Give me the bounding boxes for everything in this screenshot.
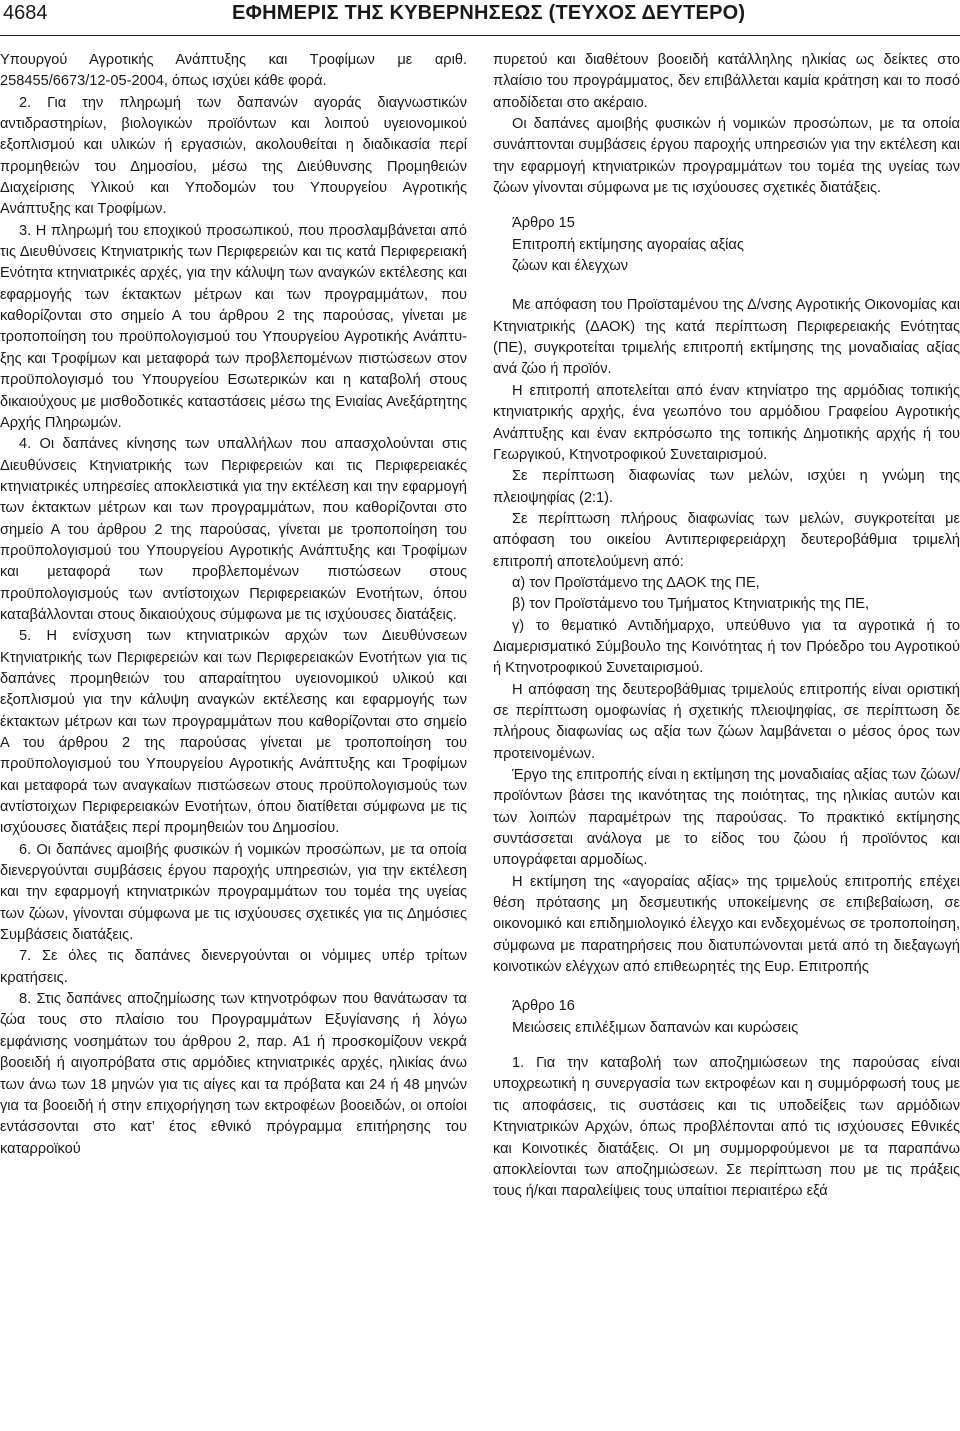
- left-column: [0, 50, 467, 1160]
- paragraph: 3. Η πληρωμή του εποχικού προσωπικού, που προσλαμβάνεται από τις Διευθύνσεις Κτηνιατρικής των Περιφερειών και τις κατά Περιφερειακή Ενότητα κτηνιατρικές αρχές, για την κάλυψη των αναγκών εκτέλεσης και εφαρμογής των έκτακτων μέτρων και των προγραμμάτων, που καθορίζονται στο σημείο Α του άρθρου 2 της παρούσας, γίνεται με τροποποίηση του προϋπολογισμού του Υπουργείου Αγροτικής Ανάπτυξης και Τροφίμων και μεταφορά των προβλεπομένων πιστώσεων στον προϋπολογισμό του Υπουργείου Εσωτερικών και η καταβολή στους δικαιούχους με μισθοδοτικές καταστάσεις μέσω της Ενιαίας Ανεξάρτητης Αρχής Πληρωμών.: [0, 222, 467, 431]
- right-column: [493, 50, 960, 1203]
- paragraph: Η απόφαση της δευτεροβάθμιας τριμελούς επιτροπής είναι οριστική σε περίπτωση ομοφωνίας ή σχετικής πλειοψηφίας, σε περίπτωση δε πλήρους διαφωνίας ως αξία των ζώων λαμβάνεται ο μέσος όρος των προτεινομένων.: [493, 681, 960, 762]
- article-15-subtitle: Επιτροπή εκτίμησης αγοραίας αξίας: [512, 236, 744, 253]
- page-header: [0, 0, 960, 36]
- article-16-subtitle: Μειώσεις επιλέξιμων δαπανών και κυρώσεις: [512, 1019, 799, 1036]
- paragraph: 2. Για την πληρωμή των δαπανών αγοράς διαγνωστικών αντιδραστηρίων, βιολογικών προϊόντων και λοιπού υγειονομικού εξοπλισμού και υλικών ή εργασιών, ακολουθείται η διαδικασία περί προμηθειών του Δημοσίου, μέσω της Διεύθυνσης Προμηθειών Διαχείρισης Υλικού και Υποδομών του Υπουργείου Αγροτικής Ανάπτυξης και Τροφίμων.: [0, 94, 467, 218]
- article-15-subtitle: ζώων και έλεγχων: [512, 258, 629, 275]
- paragraph: πυρετού και διαθέτουν βοοειδή κατάλληλης ηλικίας ως δείκτες στο πλαίσιο του προγράμματος, δεν επιβάλλεται καμία κράτηση και το ποσό αποδίδεται στο ακέραιο.: [493, 52, 960, 111]
- paragraph: β) τον Προϊστάμενο του Τμήματος Κτηνιατρικής της ΠΕ,: [512, 596, 870, 613]
- paragraph: 4. Οι δαπάνες κίνησης των υπαλλήλων που απασχολούνται στις Διευθύνσεις Κτηνιατρικής των Περιφερειών και τις Περιφερειακές κτηνιατρικές υπηρεσίες αποκλειστικά για την εκτέλεση και την εφαρμογή των έκτακτων μέτρων και των προγραμμάτων, που καθορίζονται στο σημείο Α του άρθρου 2 της παρούσας, γίνεται με τροποποίηση του προϋπολογισμού του Υπουργείου Αγροτικής Ανάπτυξης και Τροφίμων και μεταφορά των προβλεπομένων πιστώσεων στους προϋπολογισμούς των αντίστοιχων Περιφερειακών Ενοτήτων, όπου καταβάλλονται στους δικαιούχους σύμφωνα με τις ισχύουσες διατάξεις.: [0, 436, 467, 623]
- gazette-title: ΕΦΗΜΕΡΙΣ ΤΗΣ ΚΥΒΕΡΝΗΣΕΩΣ (ΤΕΥΧΟΣ ΔΕΥΤΕΡΟ): [232, 2, 746, 24]
- paragraph: 5. Η ενίσχυση των κτηνιατρικών αρχών των Διευθύνσεων Κτηνιατρικής των Περιφερειών και των Περιφερειακών Ενοτήτων για τις δαπάνες προμηθειών του απαραίτητου υγειονομικού υλικού και εξοπλισμού για την κάλυψη αναγκών εκτέλεσης και εφαρμογής των έκτακτων μέτρων και των προγραμμάτων που καθορίζονται στο σημείο Α του άρθρου 2 της παρούσας γίνεται με τροποποίηση του προϋπολογισμού του Υπουργείου Αγροτικής Ανάπτυξης και Τροφίμων και μεταφορά των αναγκαίων πιστώσεων στους προϋπολογισμούς των αντίστοιχων Περιφερειακών Ενοτήτων, όπου διατίθεται σύμφωνα με τις ισχύουσες διατάξεις περί προμηθειών του Δημοσίου.: [0, 628, 467, 837]
- paragraph: α) τον Προϊστάμενο της ΔΑΟΚ της ΠΕ,: [512, 574, 760, 591]
- paragraph: Η επιτροπή αποτελείται από έναν κτηνίατρο της αρμόδιας τοπικής κτηνιατρικής αρχής, ένα γεωπόνο του αρμόδιου Γραφείου Αγροτικής Ανάπτυξης και έναν εκπρόσωπο της τοπικής Δημοτικής αρχής ή του Γεωργικού, Κτηνοτροφικού Συνεταιρισμού.: [493, 382, 960, 463]
- paragraph: Η εκτίμηση της «αγοραίας αξίας» της τριμελούς επιτροπής επέχει θέση πρότασης μη δεσμευτικής υποκείμενης σε επιβεβαίωση, σε οικονομικό και επιδημιολογικό έλεγχο και ενδεχομένως σε τροποποίηση, σύμφωνα με παρατηρήσεις που διατυπώνονται μετά από τη διεξαγωγή κοινοτικών ελέγχων από επιθεωρητές της Ευρ. Επιτροπής: [493, 873, 960, 976]
- paragraph: 6. Οι δαπάνες αμοιβής φυσικών ή νομικών προσώπων, με τα οποία διενεργούνται συμβάσεις έργου παροχής υπηρεσιών, για την εκτέλεση και την εφαρμογή κτηνιατρικών προγραμμάτων του τομέα της υγείας των ζώων, γίνονται σύμφωνα με τις ισχύουσες σχετικές για τις Δημόσιες Συμβάσεις διατάξεις.: [0, 841, 467, 944]
- paragraph: Με απόφαση του Προϊσταμένου της Δ/νσης Αγροτικής Οικονομίας και Κτηνιατρικής (ΔΑΟΚ) της κατά περίπτωση Περιφερειακής Ενότητας (ΠΕ), συγκροτείται τριμελής επιτροπή εκτίμησης της μοναδιαίας αξίας ανά ζώο ή προϊόν.: [493, 297, 960, 378]
- page-number: 4684: [3, 2, 48, 24]
- paragraph: Σε περίπτωση διαφωνίας των μελών, ισχύει η γνώμη της πλειοψηφίας (2:1).: [493, 468, 960, 506]
- article-15-heading: Άρθρο 15: [512, 215, 575, 232]
- paragraph: 8. Στις δαπάνες αποζημίωσης των κτηνοτρόφων που θανάτωσαν τα ζώα τους στο πλαίσιο του Προγραμμάτων Εξυγίανσης ή λόγω εμφάνισης νοσημάτων του άρθρου 2, παρ. Α1 ή προσκομίζουν νεκρά βοοειδή ή αιγοπρόβατα στις αρμόδιες κτηνιατρικές αρχές, ηλικίας άνω των άνω των 18 μηνών για τις αίγες και τα πρόβατα και 24 ή 48 μηνών για τα βοοειδή ή στην επιχορήγηση των εκτροφέων βοοειδών, οι οποίοι εντάσσονται στο κατ’ έτος εθνικό πρόγραμμα επιτήρησης του καταρροϊκού: [0, 991, 467, 1157]
- paragraph: Έργο της επιτροπής είναι η εκτίμηση της μοναδιαίας αξίας των ζώων/προϊόντων βάσει της ικανότητας της ποιότητας, της ηλικίας αυτών και των λοιπών παραμέτρων της παρούσας. Το πρακτικό εκτίμησης συντάσσεται ανάλογα με το είδος του ζώου ή προϊόντος και υπογράφεται αρμοδίως.: [493, 767, 960, 869]
- paragraph: γ) το θεματικό Αντιδήμαρχο, υπεύθυνο για τα αγροτικά ή το Διαμερισματικό Σύμβουλο της Κοινότητας ή τον Πρόεδρο του Αγροτικού ή Κτηνοτροφικού Συνεταιρισμού.: [493, 617, 960, 677]
- paragraph: Οι δαπάνες αμοιβής φυσικών ή νομικών προσώπων, με τα οποία συνάπτονται συμβάσεις έργου παροχής υπηρεσιών για την εκτέλεση και την εφαρμογή κτηνιατρικών προγραμμάτων του τομέα της υγείας των ζώων γίνονται σύμφωνα με τις ισχύουσες σχετικές διατάξεις.: [493, 116, 960, 197]
- header-rule: [0, 35, 960, 36]
- paragraph: Σε περίπτωση πλήρους διαφωνίας των μελών, συγκροτείται με απόφαση του οικείου Αντιπεριφερειάρχη δευτεροβάθμια τριμελή επιτροπή αποτελούμενη από:: [493, 510, 960, 570]
- article-16-heading: Άρθρο 16: [512, 998, 575, 1015]
- paragraph: Υπουργού Αγροτικής Ανάπτυξης και Τροφίμων με αριθ. 258455/6673/12-05-2004, όπως ισχύει κάθε φορά.: [0, 52, 467, 90]
- paragraph: 1. Για την καταβολή των αποζημιώσεων της παρούσας είναι υποχρεωτική η συνεργασία των εκτροφέων και η συμμόρφωσή τους με τις αποφάσεις, τις συστάσεις και τις υποδείξεις των αρμόδιων Κτηνιατρικών Αρχών, όπως προβλέπονται από τις ισχύουσες Εθνικές και Κοινοτικές διατάξεις. Οι μη συμμορφούμενοι με τα παραπάνω αποκλείονται των αποζημιώσεων. Σε περίπτωση που με τις πράξεις τους ή/και παραλείψεις τους υπαίτιοι περιαιτέρω εξά: [493, 1055, 960, 1200]
- paragraph: 7. Σε όλες τις δαπάνες διενεργούνται οι νόμιμες υπέρ τρίτων κρατήσεις.: [0, 948, 467, 986]
